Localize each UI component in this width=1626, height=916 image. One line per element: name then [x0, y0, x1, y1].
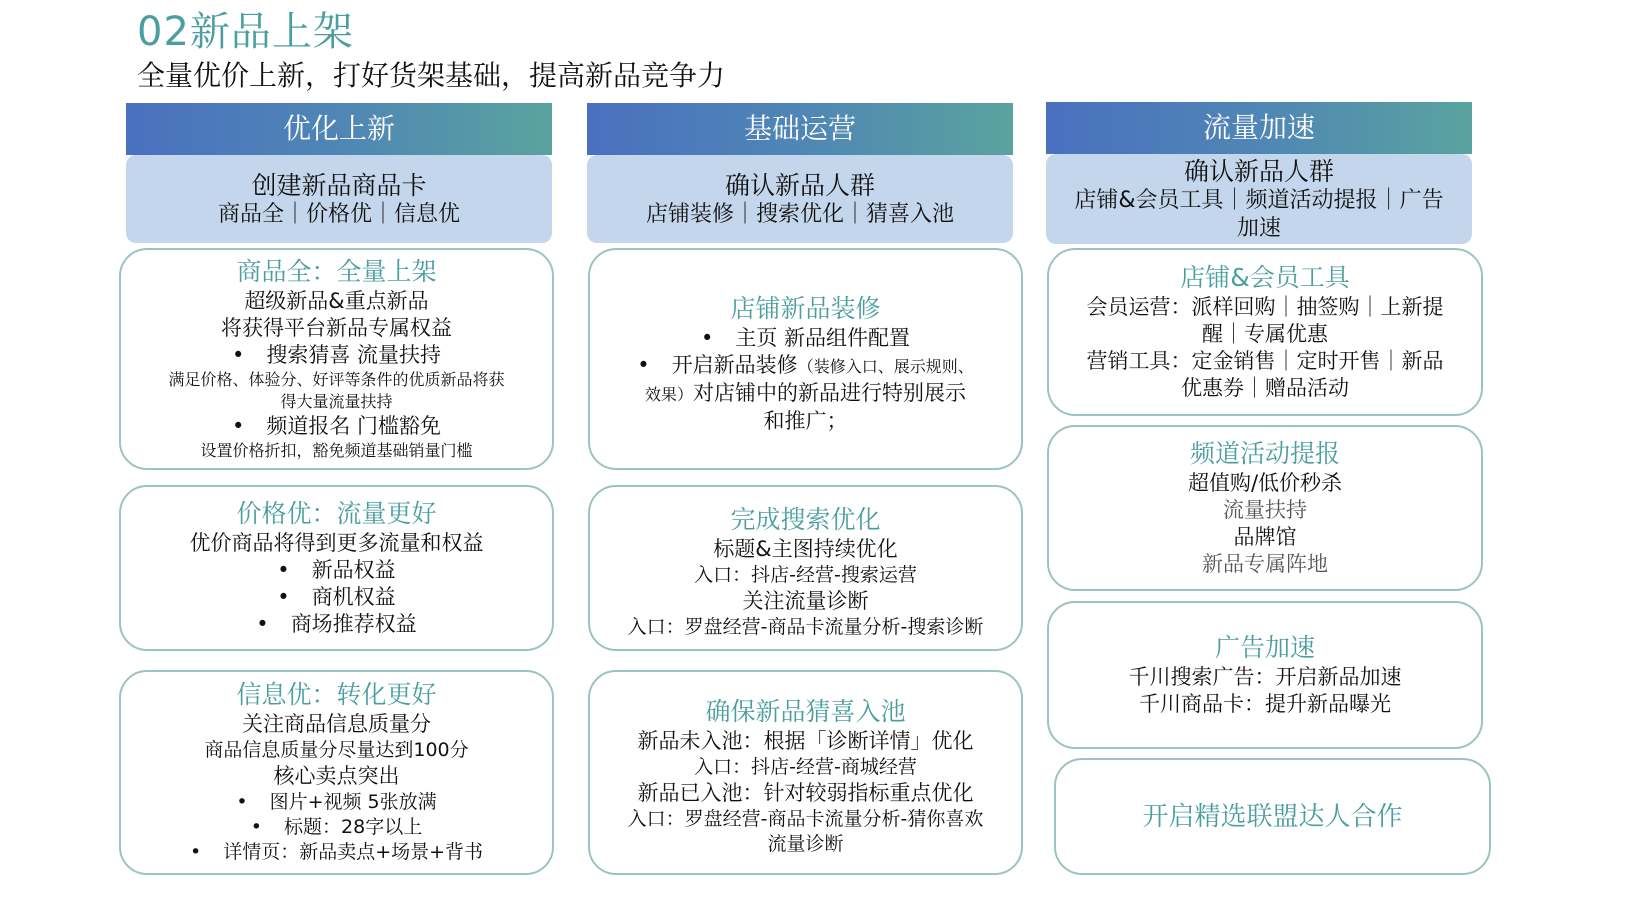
card-line-text: 标题&主图持续优化: [713, 536, 898, 561]
card-line-text: 和推广；: [763, 408, 848, 433]
card-line: [1139, 691, 1391, 718]
card-title: 频道活动提报: [1189, 438, 1340, 468]
card-line: [1087, 348, 1444, 375]
card-line: [645, 380, 966, 408]
card-product-complete: [119, 248, 554, 470]
card-ad-acceleration: [1047, 601, 1483, 749]
card-line-text: 满足价格、体验分、好评等条件的优质新品将获: [168, 369, 505, 389]
card-line: [638, 728, 974, 755]
card-line-text: 商场推荐权益: [290, 611, 417, 636]
card-title: 开启精选联盟达人合作: [1142, 801, 1403, 832]
summary-box-optimize: [126, 155, 552, 243]
card-line-text: 新品未入池：根据「诊断详情」优化: [637, 728, 974, 753]
card-line: [638, 780, 974, 807]
card-title: 价格优：流量更好: [236, 498, 437, 528]
card-line-text: 商机权益: [311, 584, 396, 609]
card-line-text: 入口：抖店-经营-商城经营: [694, 755, 917, 778]
bullet-item: [277, 557, 395, 584]
card-line-text: 搜索猜喜 流量扶持: [266, 342, 442, 367]
card-line: [280, 391, 392, 413]
card-line: [242, 711, 431, 738]
card-line-text: 得大量流量扶持: [280, 391, 393, 411]
bullet-item: [232, 342, 441, 369]
card-line-text: 对店铺中的新品进行特别展示: [693, 380, 966, 405]
card-line: [221, 315, 452, 342]
card-line: [1188, 470, 1342, 497]
card-line-text: 频道报名 门槛豁免: [266, 413, 442, 438]
card-line-text: 入口：罗盘经营-商品卡流量分析-猜你喜欢: [627, 807, 984, 830]
card-search-optimization: [588, 485, 1023, 651]
summary-box-traffic: [1046, 154, 1472, 244]
card-line-text: 流量扶持: [1223, 497, 1307, 522]
card-line-text: 入口：罗盘经营-商品卡流量分析-搜索诊断: [627, 615, 984, 638]
card-line: [1223, 497, 1307, 524]
card-channel-events: [1047, 425, 1483, 591]
card-recommendation-pool: [588, 670, 1023, 875]
card-line: [1202, 321, 1328, 348]
card-title: 完成搜索优化: [730, 504, 881, 534]
card-info-quality: [119, 670, 554, 875]
card-line: [628, 615, 984, 640]
card-line: [628, 807, 984, 832]
card-line-text: 营销工具：定金销售｜定时开售｜新品: [1086, 348, 1444, 373]
card-line: [200, 440, 472, 462]
bullet-item: [637, 352, 973, 380]
card-line: [274, 763, 400, 790]
card-title: 店铺新品装修: [730, 293, 881, 323]
card-line-text: 标题：28字以上: [284, 816, 423, 838]
card-line-text: 核心卖点突出: [273, 764, 400, 788]
card-price-advantage: [119, 485, 554, 651]
card-line: [190, 530, 484, 557]
card-line-text: 会员运营：派样回购｜抽签购｜上新提: [1086, 294, 1444, 319]
summary-box-basic-ops: [587, 155, 1013, 243]
card-store-member-tools: [1047, 248, 1483, 416]
card-line-text: 关注流量诊断: [742, 588, 869, 613]
card-line-text: 开启新品装修: [671, 352, 798, 377]
card-line: [694, 755, 917, 780]
card-title: 广告加速: [1214, 632, 1315, 662]
summary-title: 创建新品商品卡: [251, 170, 427, 200]
column-header-traffic: 流量加速: [1046, 102, 1472, 154]
card-line-text: 关注商品信息质量分: [242, 712, 431, 736]
card-title: 确保新品猜喜入池: [705, 696, 906, 726]
card-line-text: 千川搜索广告：开启新品加速: [1128, 664, 1402, 689]
card-line: [244, 288, 428, 315]
card-line-text: 千川商品卡：提升新品曝光: [1139, 691, 1391, 716]
card-line-note: 效果）: [644, 384, 693, 404]
card-line: [1129, 664, 1402, 691]
bullet-item: [251, 815, 422, 840]
card-line-text: 图片+视频 5张放满: [269, 791, 437, 813]
bullet-item: [232, 413, 441, 440]
card-line: [743, 588, 869, 615]
column-header-optimize: 优化上新: [126, 103, 552, 155]
summary-subtitle: 商品全｜价格优｜信息优: [217, 201, 460, 227]
card-line-text: 超级新品&重点新品: [244, 288, 429, 313]
card-line: [1181, 375, 1349, 402]
bullet-item: [277, 584, 395, 611]
card-line: [764, 408, 848, 435]
card-title: 信息优：转化更好: [236, 680, 437, 709]
card-line-text: 将获得平台新品专属权益: [221, 315, 452, 340]
card-line: [1202, 551, 1328, 578]
bullet-item: [256, 611, 416, 638]
card-line: [204, 738, 468, 763]
bullet-item: [190, 840, 483, 865]
bullet-item: [236, 790, 436, 815]
card-line-text: 品牌馆: [1233, 524, 1297, 549]
card-affiliate-cooperation: [1054, 758, 1491, 875]
card-line: [694, 563, 917, 588]
card-line-text: 设置价格折扣，豁免频道基础销量门槛: [200, 440, 473, 460]
card-line-note: （装修入口、展示规则、: [797, 356, 974, 376]
summary-title: 确认新品人群: [724, 170, 875, 200]
card-line-text: 醒｜专属优惠: [1202, 321, 1328, 346]
column-header-basic-ops: 基础运营: [587, 103, 1013, 155]
card-title: 商品全：全量上架: [236, 256, 437, 286]
card-line: [767, 832, 843, 857]
summary-subtitle: 店铺&会员工具｜频道活动提报｜广告加速: [1074, 187, 1444, 241]
card-line-text: 入口：抖店-经营-搜索运营: [694, 563, 917, 586]
bullet-item: [701, 325, 910, 352]
card-store-decoration: [588, 248, 1023, 470]
card-line-text: 超值购/低价秒杀: [1187, 470, 1343, 495]
card-line-text: 详情页：新品卖点+场景+背书: [223, 841, 484, 863]
card-line-text: 优价商品将得到更多流量和权益: [189, 530, 484, 555]
card-line-text: 新品权益: [311, 557, 396, 582]
card-line: [1087, 294, 1444, 321]
card-line-text: 新品已入池：针对较弱指标重点优化: [637, 780, 974, 805]
page-title: 02新品上架: [137, 9, 354, 55]
card-title: 店铺&会员工具: [1180, 262, 1350, 292]
card-line-text: 流量诊断: [767, 832, 844, 855]
card-line: [713, 536, 897, 563]
card-line-text: 优惠券｜赠品活动: [1181, 375, 1349, 400]
card-line: [1234, 524, 1297, 551]
card-line-text: 新品专属阵地: [1202, 551, 1328, 576]
card-line-text: 主页 新品组件配置: [735, 325, 911, 350]
summary-title: 确认新品人群: [1183, 156, 1334, 186]
card-line-text: 商品信息质量分尽量达到100分: [204, 739, 469, 761]
card-line: [168, 369, 504, 391]
page-subtitle: 全量优价上新，打好货架基础，提高新品竞争力: [137, 59, 726, 92]
summary-subtitle: 店铺装修｜搜索优化｜猜喜入池: [645, 201, 954, 227]
